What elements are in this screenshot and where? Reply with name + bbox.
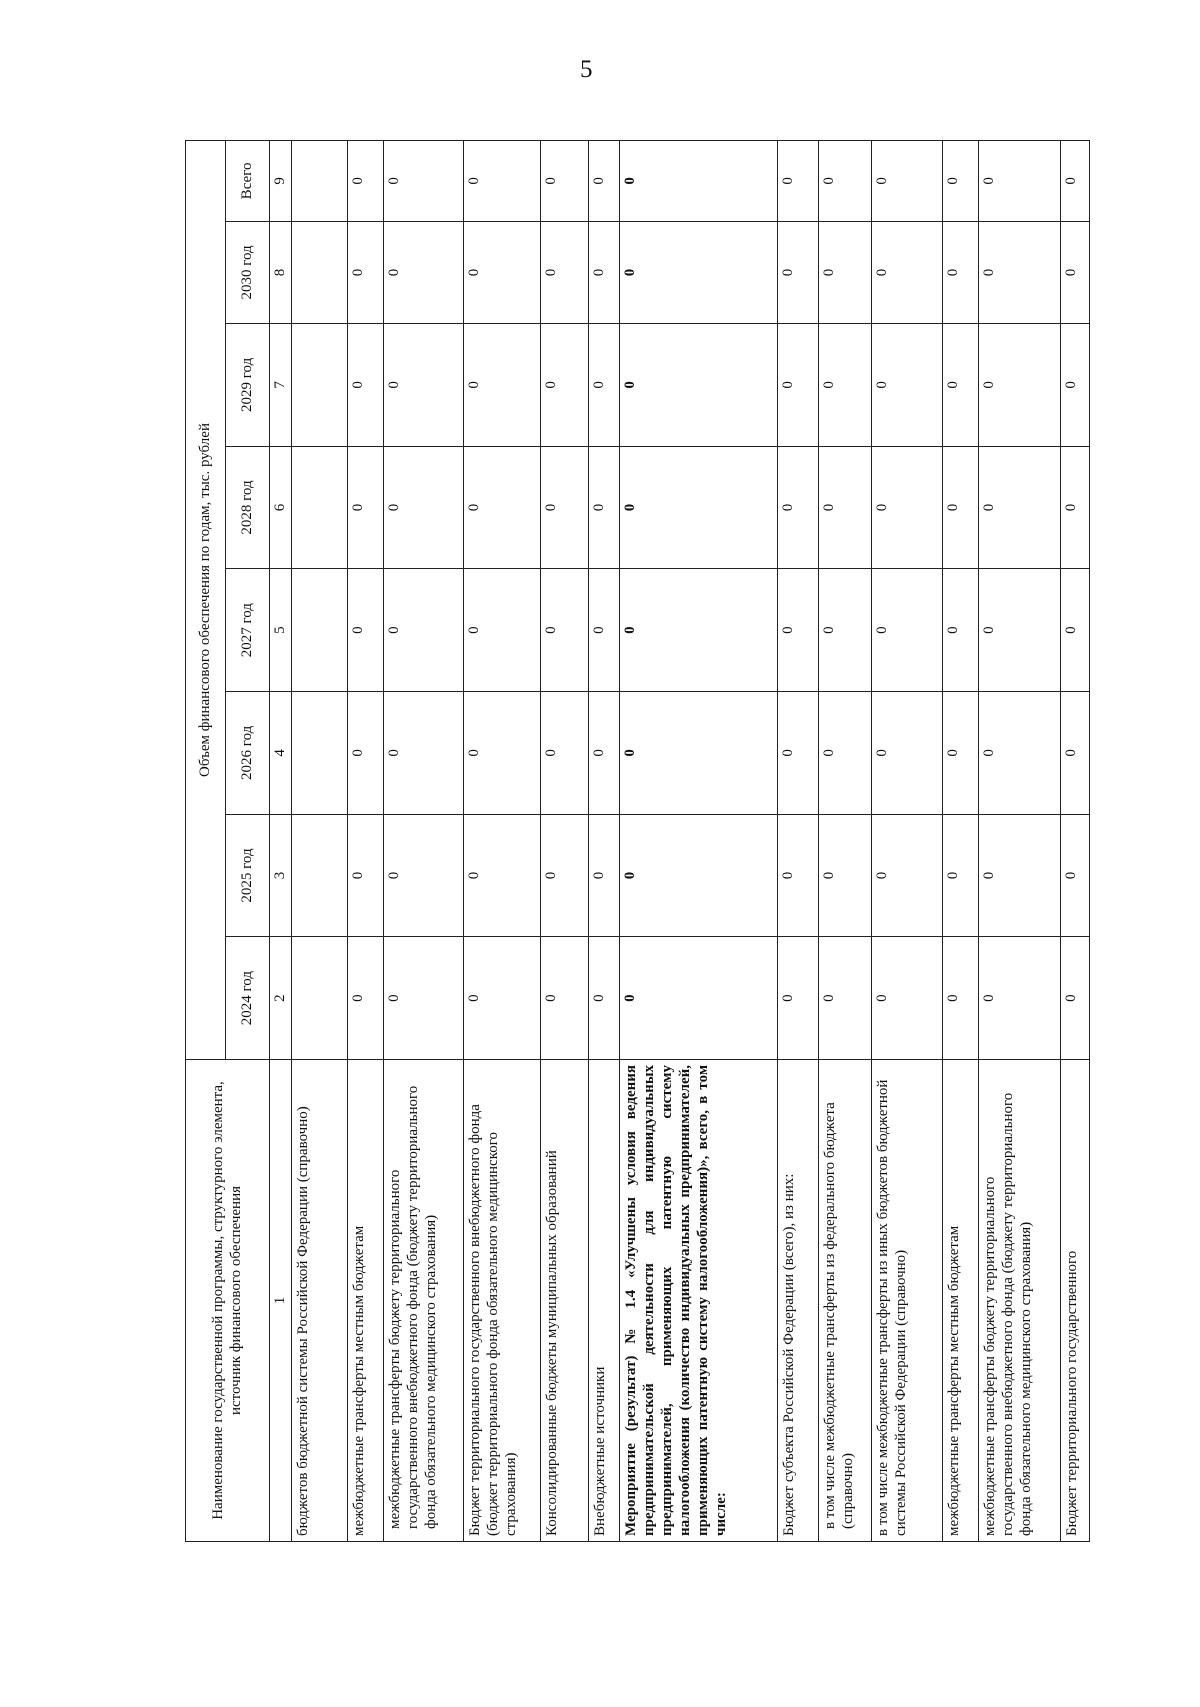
row-value: 0	[978, 569, 1060, 692]
table-row	[978, 141, 1060, 1542]
row-value: 0	[1060, 446, 1089, 569]
column-number: 5	[270, 569, 292, 692]
row-value: 0	[348, 446, 384, 569]
row-value: 0	[943, 221, 979, 323]
row-value: 0	[589, 937, 620, 1060]
column-number: 2	[270, 937, 292, 1060]
row-value: 0	[348, 324, 384, 447]
row-value	[292, 814, 348, 937]
row-value: 0	[1060, 814, 1089, 937]
table-row	[778, 141, 819, 1542]
page-number: 5	[580, 56, 593, 83]
row-value: 0	[978, 446, 1060, 569]
header-year: 2027 год	[226, 569, 270, 692]
row-value: 0	[778, 446, 819, 569]
row-value: 0	[464, 937, 541, 1060]
row-value: 0	[620, 324, 778, 447]
row-value: 0	[819, 814, 871, 937]
row-value: 0	[620, 141, 778, 222]
row-value: 0	[348, 937, 384, 1060]
row-value: 0	[383, 692, 463, 815]
table-row	[292, 141, 348, 1542]
header-name-column: Наименование государственной программы, структурного элемента, источник финансового обеспечения	[186, 1059, 270, 1541]
row-value: 0	[589, 814, 620, 937]
header-year: Всего	[226, 141, 270, 222]
row-value: 0	[819, 446, 871, 569]
row-name: Консолидированные бюджеты муниципальных образований	[540, 1059, 589, 1541]
table-row	[589, 141, 620, 1542]
row-value: 0	[978, 937, 1060, 1060]
header-year: 2028 год	[226, 446, 270, 569]
row-name: Бюджет территориального государственного внебюджетного фонда (бюджет территориального фонда обязательного медицинского страхования)	[464, 1059, 541, 1541]
row-value: 0	[1060, 937, 1089, 1060]
row-value: 0	[464, 814, 541, 937]
row-value	[292, 221, 348, 323]
row-value: 0	[589, 324, 620, 447]
header-numbering-row	[270, 141, 292, 1542]
column-number: 9	[270, 141, 292, 222]
financing-table	[185, 140, 1090, 1542]
row-name: в том числе межбюджетные трансферты из иных бюджетов бюджетной системы Российской Федерации (справочно)	[871, 1059, 943, 1541]
row-value: 0	[1060, 324, 1089, 447]
rotated-table-container	[185, 140, 1090, 1542]
row-value: 0	[871, 814, 943, 937]
row-value: 0	[589, 692, 620, 815]
row-value: 0	[1060, 221, 1089, 323]
table-row	[383, 141, 463, 1542]
row-value: 0	[943, 814, 979, 937]
header-year: 2025 год	[226, 814, 270, 937]
row-value: 0	[871, 141, 943, 222]
row-value: 0	[589, 569, 620, 692]
row-value: 0	[348, 692, 384, 815]
table-row	[943, 141, 979, 1542]
row-value: 0	[620, 221, 778, 323]
row-value: 0	[540, 937, 589, 1060]
column-number: 7	[270, 324, 292, 447]
row-value: 0	[464, 569, 541, 692]
row-value: 0	[540, 446, 589, 569]
table-body	[292, 141, 1090, 1542]
row-value	[292, 446, 348, 569]
row-name: бюджетов бюджетной системы Российской Федерации (справочно)	[292, 1059, 348, 1541]
row-value: 0	[620, 814, 778, 937]
row-name: в том числе межбюджетные трансферты из федерального бюджета (справочно)	[819, 1059, 871, 1541]
row-value: 0	[943, 324, 979, 447]
row-value: 0	[778, 937, 819, 1060]
column-number: 6	[270, 446, 292, 569]
row-value: 0	[348, 569, 384, 692]
row-value: 0	[1060, 569, 1089, 692]
row-value: 0	[348, 221, 384, 323]
row-value	[292, 937, 348, 1060]
table-row	[348, 141, 384, 1542]
row-value: 0	[871, 446, 943, 569]
row-value: 0	[943, 141, 979, 222]
row-value: 0	[383, 324, 463, 447]
row-value: 0	[871, 324, 943, 447]
row-value: 0	[978, 692, 1060, 815]
row-value: 0	[383, 221, 463, 323]
row-value: 0	[819, 937, 871, 1060]
column-number: 8	[270, 221, 292, 323]
table-row	[871, 141, 943, 1542]
row-value: 0	[819, 324, 871, 447]
row-value: 0	[589, 221, 620, 323]
table-row	[620, 141, 778, 1542]
row-value: 0	[943, 937, 979, 1060]
row-value: 0	[540, 324, 589, 447]
row-value: 0	[819, 692, 871, 815]
table-row	[540, 141, 589, 1542]
row-value: 0	[1060, 141, 1089, 222]
row-name: Бюджет территориального государственного	[1060, 1059, 1089, 1541]
row-value: 0	[978, 141, 1060, 222]
row-value: 0	[620, 569, 778, 692]
row-value: 0	[819, 569, 871, 692]
row-value: 0	[871, 692, 943, 815]
header-year: 2030 год	[226, 221, 270, 323]
row-value: 0	[778, 221, 819, 323]
table-row	[1060, 141, 1089, 1542]
row-value	[292, 324, 348, 447]
row-name: межбюджетные трансферты местным бюджетам	[943, 1059, 979, 1541]
row-value: 0	[464, 446, 541, 569]
header-year: 2029 год	[226, 324, 270, 447]
header-year: 2024 год	[226, 937, 270, 1060]
row-value: 0	[589, 141, 620, 222]
header-year: 2026 год	[226, 692, 270, 815]
row-value: 0	[978, 221, 1060, 323]
row-value: 0	[464, 324, 541, 447]
row-value: 0	[383, 569, 463, 692]
row-value: 0	[978, 814, 1060, 937]
row-value: 0	[871, 569, 943, 692]
row-value: 0	[1060, 692, 1089, 815]
header-row-top	[186, 141, 226, 1542]
row-value: 0	[464, 221, 541, 323]
row-value: 0	[943, 692, 979, 815]
row-value: 0	[589, 446, 620, 569]
table-row	[464, 141, 541, 1542]
row-value: 0	[871, 221, 943, 323]
row-value: 0	[383, 937, 463, 1060]
row-value: 0	[819, 221, 871, 323]
row-value: 0	[778, 324, 819, 447]
row-value: 0	[778, 692, 819, 815]
row-name: межбюджетные трансферты местным бюджетам	[348, 1059, 384, 1541]
row-value: 0	[540, 221, 589, 323]
row-name: Бюджет субъекта Российской Федерации (всего), из них:	[778, 1059, 819, 1541]
row-value	[292, 141, 348, 222]
row-value: 0	[348, 141, 384, 222]
row-value	[292, 692, 348, 815]
row-value: 0	[540, 569, 589, 692]
row-value: 0	[383, 141, 463, 222]
row-value: 0	[540, 141, 589, 222]
row-value: 0	[620, 446, 778, 569]
row-value: 0	[464, 692, 541, 815]
row-name: Мероприятие (результат) № 1.4 «Улучшены условия ведения предпринимательской деятельности для индивидуальных предпринимателей, применяющих патентную систему налогообложения (количество индивидуальных предпринимателей, применяющих патентную систему налогообложения)», всего, в том числе:	[620, 1059, 778, 1541]
row-name: межбюджетные трансферты бюджету территориального государственного внебюджетного фонда (бюджету территориального фонда обязательного медицинского страхования)	[383, 1059, 463, 1541]
row-value: 0	[464, 141, 541, 222]
column-number: 1	[270, 1059, 292, 1541]
row-value: 0	[778, 141, 819, 222]
row-value: 0	[540, 692, 589, 815]
row-value: 0	[620, 937, 778, 1060]
row-value: 0	[540, 814, 589, 937]
row-value: 0	[943, 569, 979, 692]
row-value: 0	[348, 814, 384, 937]
row-value	[292, 569, 348, 692]
row-value: 0	[871, 937, 943, 1060]
row-value: 0	[943, 446, 979, 569]
row-name: межбюджетные трансферты бюджету территориального государственного внебюджетного фонда (бюджету территориального фонда обязательного медицинского страхования)	[978, 1059, 1060, 1541]
row-value: 0	[819, 141, 871, 222]
row-value: 0	[978, 324, 1060, 447]
header-volume: Объем финансового обеспечения по годам, тыс. рублей	[186, 141, 226, 1060]
row-value: 0	[383, 814, 463, 937]
table-row	[819, 141, 871, 1542]
row-value: 0	[383, 446, 463, 569]
row-value: 0	[778, 814, 819, 937]
column-number: 3	[270, 814, 292, 937]
row-name: Внебюджетные источники	[589, 1059, 620, 1541]
column-number: 4	[270, 692, 292, 815]
row-value: 0	[620, 692, 778, 815]
row-value: 0	[778, 569, 819, 692]
